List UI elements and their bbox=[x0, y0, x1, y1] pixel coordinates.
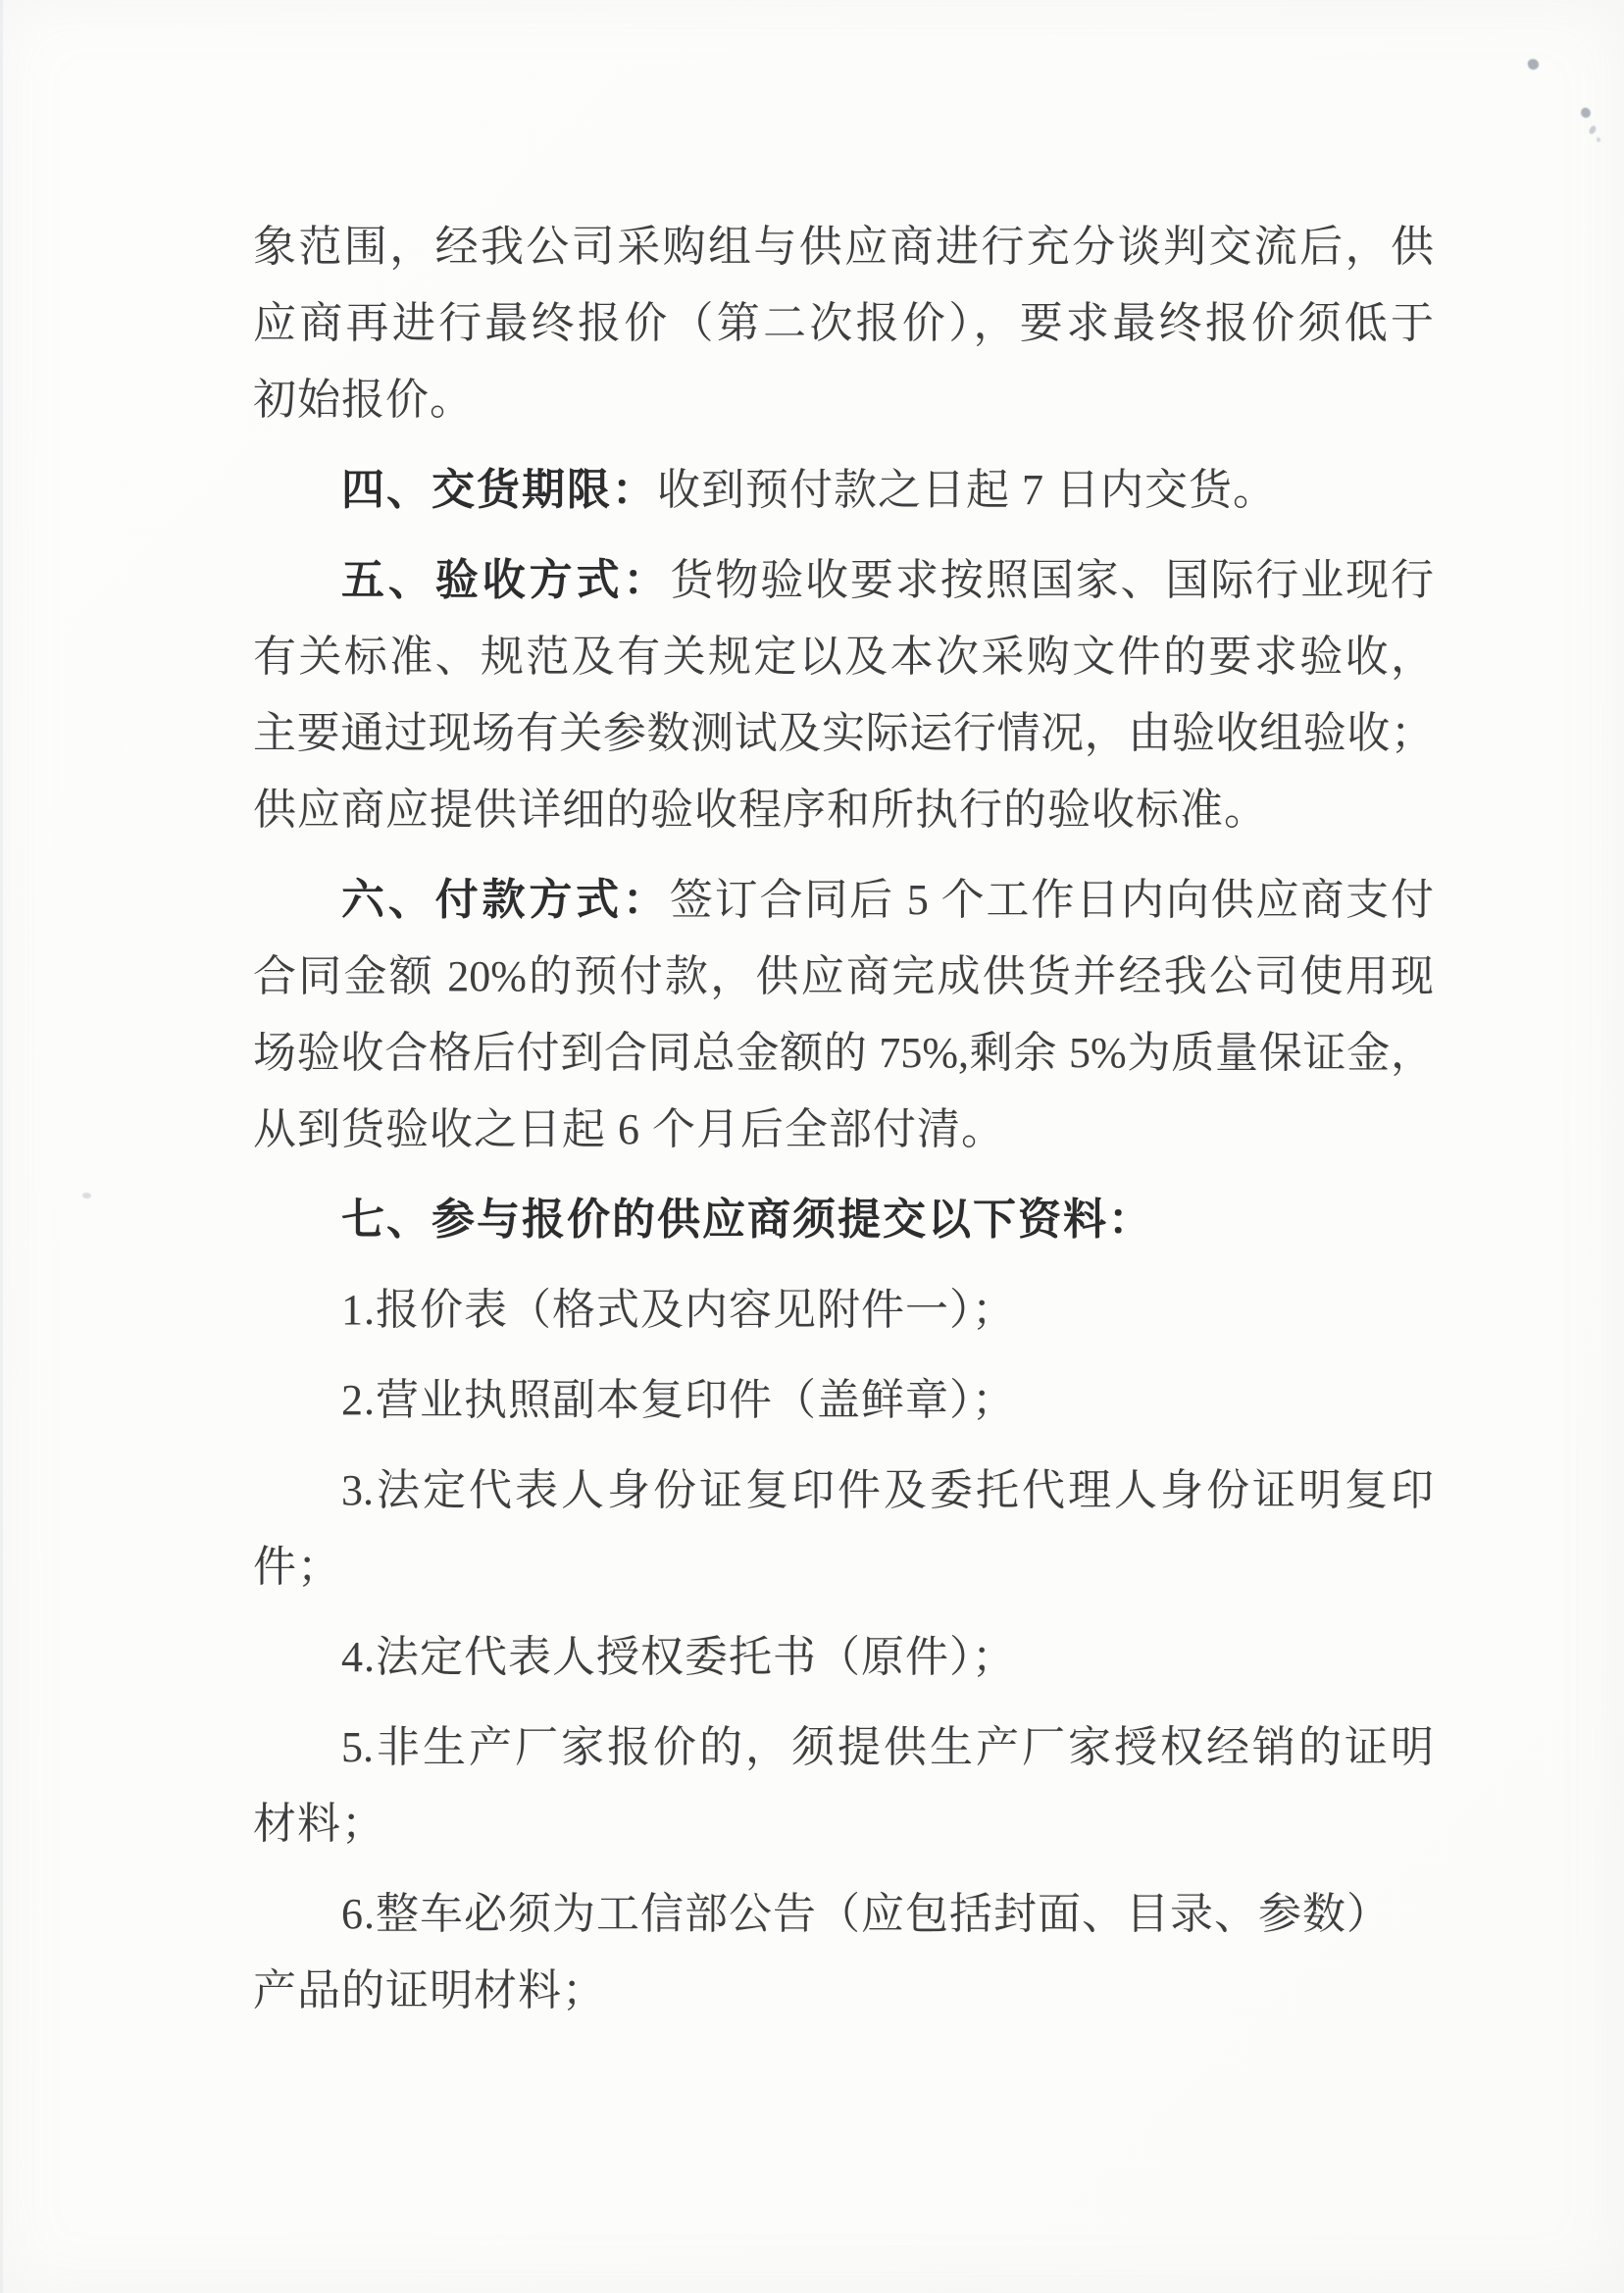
paragraph bbox=[253, 1876, 1434, 2029]
text-line bbox=[253, 939, 1434, 1015]
text-line bbox=[253, 362, 1434, 438]
body-text: 2.营业执照副本复印件（盖鲜章）； bbox=[341, 1376, 1016, 1424]
body-text: 1.报价表（格式及内容见附件一）； bbox=[341, 1286, 1016, 1334]
paragraph bbox=[253, 1272, 1434, 1349]
paragraph bbox=[253, 1619, 1434, 1696]
body-text: 3.法定代表人身份证复印件及委托代理人身份证明复印 bbox=[341, 1466, 1434, 1514]
scan-artifact bbox=[1580, 107, 1593, 120]
text-line bbox=[253, 1786, 1434, 1862]
text-line bbox=[253, 772, 1434, 848]
text-line bbox=[253, 1709, 1434, 1786]
text-line bbox=[253, 1015, 1434, 1092]
paragraph bbox=[253, 209, 1434, 438]
text-line bbox=[253, 1182, 1434, 1258]
body-text: 收到预付款之日起 7 日内交货。 bbox=[657, 466, 1277, 514]
text-line bbox=[253, 209, 1434, 285]
text-line bbox=[253, 1362, 1434, 1439]
body-text: 合同金额 20%的预付款，供应商完成供货并经我公司使用现 bbox=[253, 952, 1434, 1000]
body-text: 材料； bbox=[253, 1800, 385, 1848]
section-heading: 六、付款方式： bbox=[341, 876, 670, 924]
body-text: 主要通过现场有关参数测试及实际运行情况，由验收组验收； bbox=[253, 709, 1434, 757]
section-heading: 七、参与报价的供应商须提交以下资料： bbox=[341, 1196, 1153, 1244]
scan-artifact bbox=[1588, 125, 1598, 135]
section-heading: 四、交货期限： bbox=[341, 466, 657, 514]
text-line bbox=[253, 1876, 1434, 1953]
body-text: 象范围，经我公司采购组与供应商进行充分谈判交流后，供 bbox=[253, 223, 1434, 271]
text-line bbox=[253, 285, 1434, 362]
paragraph bbox=[253, 1362, 1434, 1439]
paragraph bbox=[253, 1452, 1434, 1605]
text-line bbox=[253, 1452, 1434, 1529]
body-text: 供应商应提供详细的验收程序和所执行的验收标准。 bbox=[253, 786, 1268, 834]
text-line bbox=[253, 1619, 1434, 1696]
text-line bbox=[253, 452, 1434, 529]
scan-artifact bbox=[1527, 58, 1540, 71]
body-text: 有关标准、规范及有关规定以及本次采购文件的要求验收， bbox=[253, 633, 1434, 681]
text-line bbox=[253, 542, 1434, 619]
text-line bbox=[253, 695, 1434, 772]
body-text: 6.整车必须为工信部公告（应包括封面、目录、参数） bbox=[341, 1890, 1391, 1938]
body-text: 初始报价。 bbox=[253, 376, 474, 424]
text-line bbox=[253, 1953, 1434, 2029]
text-line bbox=[253, 1272, 1434, 1349]
paragraph bbox=[253, 542, 1434, 848]
document-body bbox=[253, 209, 1434, 2029]
body-text: 从到货验收之日起 6 个月后全部付清。 bbox=[253, 1105, 1005, 1153]
text-line bbox=[253, 619, 1434, 695]
section-heading: 五、验收方式： bbox=[341, 556, 671, 604]
paragraph bbox=[253, 1182, 1434, 1258]
paragraph bbox=[253, 862, 1434, 1168]
body-text: 5.非生产厂家报价的，须提供生产厂家授权经销的证明 bbox=[341, 1723, 1434, 1771]
body-text: 产品的证明材料； bbox=[253, 1966, 606, 2014]
body-text: 场验收合格后付到合同总金额的 75%,剩余 5%为质量保证金， bbox=[253, 1029, 1434, 1077]
paragraph bbox=[253, 452, 1434, 529]
scan-artifact bbox=[1597, 137, 1600, 142]
text-line bbox=[253, 1092, 1434, 1168]
body-text: 货物验收要求按照国家、国际行业现行 bbox=[670, 556, 1434, 604]
body-text: 4.法定代表人授权委托书（原件）； bbox=[341, 1633, 1016, 1681]
paragraph bbox=[253, 1709, 1434, 1862]
body-text: 签订合同后 5 个工作日内向供应商支付 bbox=[669, 876, 1435, 924]
body-text: 件； bbox=[253, 1543, 341, 1591]
body-text: 应商再进行最终报价（第二次报价），要求最终报价须低于 bbox=[253, 299, 1434, 347]
scan-artifact bbox=[82, 1193, 91, 1198]
text-line bbox=[253, 1529, 1434, 1605]
text-line bbox=[253, 862, 1434, 939]
